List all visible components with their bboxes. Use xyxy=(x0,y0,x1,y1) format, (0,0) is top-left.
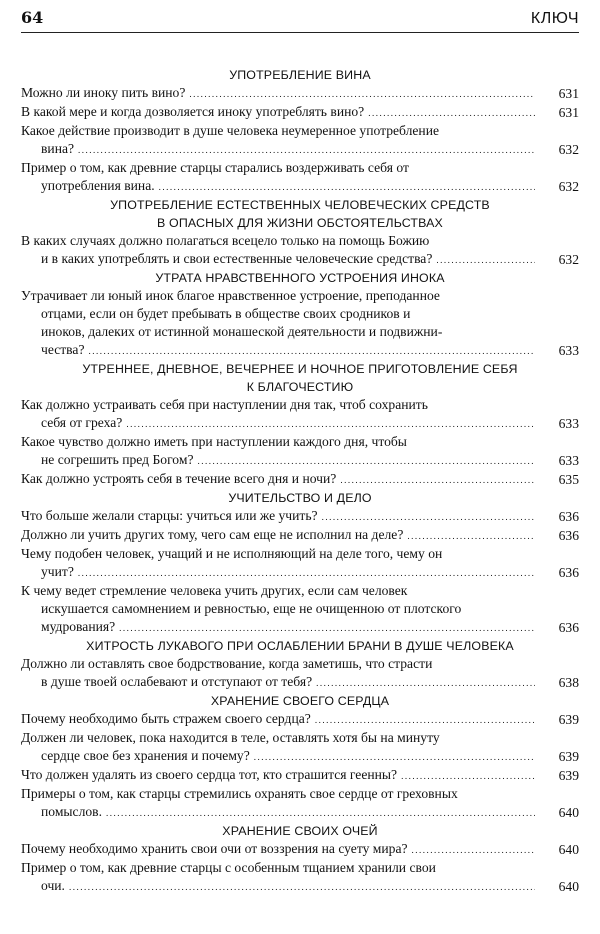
entry-text: Какое чувство должно иметь при наступлении каждого дня, чтобы xyxy=(21,434,407,449)
dot-leader xyxy=(78,564,535,582)
toc-entry[interactable] xyxy=(21,507,579,526)
entry-text: чества? xyxy=(41,342,85,357)
entry-line xyxy=(21,323,535,341)
entry-text: Должно ли оставлять свое бодрствование, когда заметишь, что страсти xyxy=(21,656,433,671)
section-title xyxy=(21,822,579,840)
entry-line xyxy=(21,470,535,489)
dot-leader xyxy=(197,452,535,470)
toc-entry[interactable] xyxy=(21,122,579,159)
entry-line xyxy=(21,785,535,803)
entry-line xyxy=(21,396,535,414)
dot-leader xyxy=(368,104,535,122)
entry-line xyxy=(21,287,535,305)
toc-entry[interactable] xyxy=(21,433,579,470)
entry-line xyxy=(21,122,535,140)
entry-text: помыслов. xyxy=(41,804,102,819)
dot-leader xyxy=(316,674,535,692)
section-title-line: УТРЕННЕЕ, ДНЕВНОЕ, ВЕЧЕРНЕЕ И НОЧНОЕ ПРИГОТОВЛЕНИЕ СЕБЯ xyxy=(82,362,518,376)
dot-leader xyxy=(78,141,535,159)
toc-entry[interactable] xyxy=(21,655,579,692)
dot-leader xyxy=(340,471,535,489)
entry-page-number: 639 xyxy=(558,712,579,727)
entry-text: не согрешить пред Богом? xyxy=(41,452,194,467)
entry-page-number: 636 xyxy=(558,565,579,580)
dot-leader xyxy=(69,878,535,896)
entry-text: Почему необходимо хранить свои очи от воззрения на суету мира? xyxy=(21,841,408,856)
section-title-line: ХИТРОСТЬ ЛУКАВОГО ПРИ ОСЛАБЛЕНИИ БРАНИ В ДУШЕ ЧЕЛОВЕКА xyxy=(86,639,514,653)
dot-leader xyxy=(315,711,535,729)
section-title xyxy=(21,692,579,710)
entry-line xyxy=(21,177,535,196)
entry-text: Можно ли иноку пить вино? xyxy=(21,85,186,100)
entry-text: Почему необходимо быть стражем своего сердца? xyxy=(21,711,311,726)
toc-section xyxy=(21,66,579,196)
entry-line xyxy=(21,803,535,822)
entry-line xyxy=(21,563,535,582)
section-title-line: УТРАТА НРАВСТВЕННОГО УСТРОЕНИЯ ИНОКА xyxy=(155,271,445,285)
toc-entry[interactable] xyxy=(21,232,579,269)
entry-page-number: 631 xyxy=(558,86,579,101)
entry-text: Как должно устраивать себя при наступлении дня так, чтоб сохранить xyxy=(21,397,428,412)
entry-line xyxy=(21,600,535,618)
running-header xyxy=(21,4,579,33)
entry-page-number: 633 xyxy=(558,343,579,358)
entry-text: Какое действие производит в душе человека неумеренное употребление xyxy=(21,123,440,138)
section-title xyxy=(21,489,579,507)
entry-line xyxy=(21,766,535,785)
entry-line xyxy=(21,526,535,545)
toc-entry[interactable] xyxy=(21,287,579,360)
entry-line xyxy=(21,451,535,470)
toc-section xyxy=(21,196,579,269)
toc-entry[interactable] xyxy=(21,470,579,489)
dot-leader xyxy=(119,619,535,637)
toc-section xyxy=(21,692,579,822)
dot-leader xyxy=(89,342,536,360)
entry-text: Как должно устроять себя в течение всего дня и ночи? xyxy=(21,471,337,486)
dot-leader xyxy=(106,804,535,822)
section-title-line: УПОТРЕБЛЕНИЕ ВИНА xyxy=(229,68,371,82)
entry-text: Утрачивает ли юный инок благое нравственное устроение, преподанное xyxy=(21,288,440,303)
entry-text: иноков, далеких от истинной монашеской деятельности и подвижни- xyxy=(41,324,443,339)
toc-entry[interactable] xyxy=(21,396,579,433)
entry-line xyxy=(21,877,535,896)
entry-page-number: 638 xyxy=(558,675,579,690)
section-title-line: ХРАНЕНИЕ СВОЕГО СЕРДЦА xyxy=(210,694,390,708)
running-title: КЛЮЧ xyxy=(530,10,579,27)
entry-text: себя от греха? xyxy=(41,415,123,430)
entry-text: Примеры о том, как старцы стремились охранять свое сердце от греховных xyxy=(21,786,458,801)
entry-line xyxy=(21,140,535,159)
toc-entry[interactable] xyxy=(21,545,579,582)
entry-line xyxy=(21,433,535,451)
entry-page-number: 636 xyxy=(558,620,579,635)
toc-entry[interactable] xyxy=(21,785,579,822)
entry-line xyxy=(21,250,535,269)
dot-leader xyxy=(126,415,535,433)
entry-text: и в каких употреблять и свои естественные человеческие средства? xyxy=(41,251,433,266)
toc-entry[interactable] xyxy=(21,840,579,859)
entry-line xyxy=(21,729,535,747)
dot-leader xyxy=(254,748,535,766)
entry-line xyxy=(21,414,535,433)
entry-line xyxy=(21,859,535,877)
section-title xyxy=(21,66,579,84)
entry-page-number: 633 xyxy=(558,416,579,431)
section-title-line: ХРАНЕНИЕ СВОИХ ОЧЕЙ xyxy=(222,824,378,838)
entry-page-number: 632 xyxy=(558,179,579,194)
toc-entry[interactable] xyxy=(21,103,579,122)
entry-page-number: 640 xyxy=(558,879,579,894)
section-title-line: В ОПАСНЫХ ДЛЯ ЖИЗНИ ОБСТОЯТЕЛЬСТВАХ xyxy=(157,216,443,230)
entry-text: очи. xyxy=(41,878,65,893)
entry-page-number: 640 xyxy=(558,842,579,857)
entry-text: вина? xyxy=(41,141,75,156)
entry-line xyxy=(21,84,535,103)
toc-entry[interactable] xyxy=(21,859,579,896)
entry-text: употребления вина. xyxy=(41,178,155,193)
entry-text: Должно ли учить других тому, чего сам еще не исполнил на деле? xyxy=(21,527,404,542)
entry-text: Что должен удалять из своего сердца тот, кто страшится геенны? xyxy=(21,767,398,782)
entry-text: мудрования? xyxy=(41,619,116,634)
entry-line xyxy=(21,232,535,250)
dot-leader xyxy=(159,178,535,196)
entry-page-number: 631 xyxy=(558,105,579,120)
section-title xyxy=(21,637,579,655)
entry-line xyxy=(21,840,535,859)
entry-text: Что больше желали старцы: учиться или же учить? xyxy=(21,508,318,523)
entry-line xyxy=(21,747,535,766)
toc-section xyxy=(21,637,579,692)
entry-text: учит? xyxy=(41,564,74,579)
dot-leader xyxy=(412,841,535,859)
section-title xyxy=(21,269,579,287)
entry-line xyxy=(21,673,535,692)
entry-line xyxy=(21,103,535,122)
entry-line xyxy=(21,655,535,673)
section-title-line: УЧИТЕЛЬСТВО И ДЕЛО xyxy=(228,491,372,505)
entry-text: К чему ведет стремление человека учить других, если сам человек xyxy=(21,583,408,598)
dot-leader xyxy=(401,767,535,785)
table-of-contents xyxy=(21,66,579,896)
toc-section xyxy=(21,489,579,637)
entry-text: Должен ли человек, пока находится в теле, оставлять хотя бы на минуту xyxy=(21,730,440,745)
entry-line xyxy=(21,305,535,323)
section-title xyxy=(21,196,579,232)
dot-leader xyxy=(407,527,535,545)
toc-entry[interactable] xyxy=(21,159,579,196)
page-number: 64 xyxy=(21,8,44,27)
entry-line xyxy=(21,582,535,600)
toc-entry[interactable] xyxy=(21,582,579,637)
entry-line xyxy=(21,507,535,526)
section-title xyxy=(21,360,579,396)
section-title-line: К БЛАГОЧЕСТИЮ xyxy=(246,380,354,394)
entry-text: сердце свое без хранения и почему? xyxy=(41,748,250,763)
toc-section xyxy=(21,822,579,896)
dot-leader xyxy=(322,508,535,526)
toc-entry[interactable] xyxy=(21,526,579,545)
dot-leader xyxy=(436,251,535,269)
toc-entry[interactable] xyxy=(21,84,579,103)
entry-page-number: 640 xyxy=(558,805,579,820)
entry-text: Чему подобен человек, учащий и не исполняющий на деле того, чему он xyxy=(21,546,443,561)
entry-page-number: 639 xyxy=(558,749,579,764)
entry-page-number: 636 xyxy=(558,509,579,524)
entry-text: Пример о том, как древние старцы старались воздерживать себя от xyxy=(21,160,409,175)
entry-text: отцами, если он будет пребывать в обществе своих сродников и xyxy=(41,306,411,321)
entry-line xyxy=(21,710,535,729)
entry-page-number: 635 xyxy=(558,472,579,487)
toc-entry[interactable] xyxy=(21,729,579,766)
entry-line xyxy=(21,545,535,563)
toc-section xyxy=(21,269,579,360)
entry-text: В какой мере и когда дозволяется иноку употреблять вино? xyxy=(21,104,365,119)
dot-leader xyxy=(189,85,535,103)
toc-entry[interactable] xyxy=(21,710,579,729)
entry-page-number: 639 xyxy=(558,768,579,783)
entry-page-number: 633 xyxy=(558,453,579,468)
toc-entry[interactable] xyxy=(21,766,579,785)
entry-line xyxy=(21,618,535,637)
toc-section xyxy=(21,360,579,489)
entry-line xyxy=(21,341,535,360)
entry-line xyxy=(21,159,535,177)
section-title-line: УПОТРЕБЛЕНИЕ ЕСТЕСТВЕННЫХ ЧЕЛОВЕЧЕСКИХ СРЕДСТВ xyxy=(110,198,490,212)
entry-page-number: 632 xyxy=(558,252,579,267)
entry-text: В каких случаях должно полагаться всецело только на помощь Божию xyxy=(21,233,430,248)
entry-page-number: 632 xyxy=(558,142,579,157)
entry-text: Пример о том, как древние старцы с особенным тщанием хранили свои xyxy=(21,860,436,875)
entry-text: искушается самомнением и ревностью, еще не очищенною от плотского xyxy=(41,601,462,616)
entry-text: в душе твоей ослабевают и отступают от тебя? xyxy=(41,674,313,689)
entry-page-number: 636 xyxy=(558,528,579,543)
